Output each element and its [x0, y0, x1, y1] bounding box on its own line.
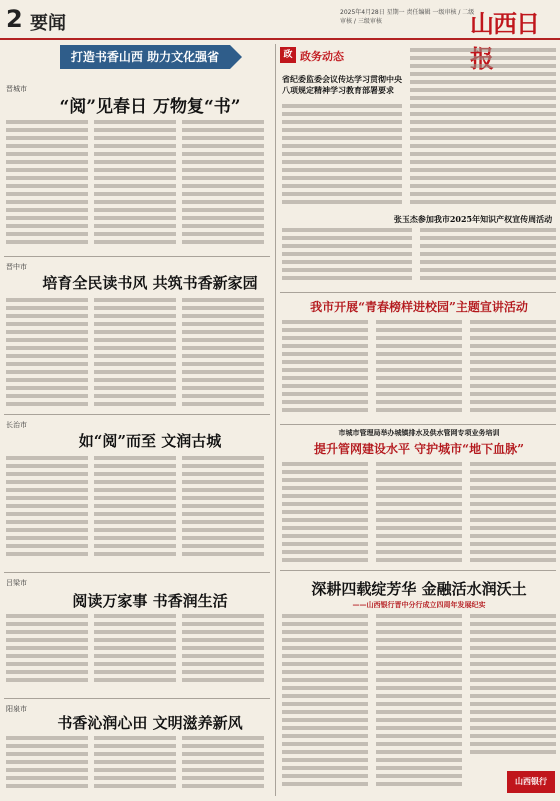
divider [280, 292, 556, 293]
article-body [6, 120, 88, 250]
politics-title: 政务动态 [300, 50, 344, 63]
section-name: 要闻 [30, 13, 66, 34]
issue-meta: 2025年4月28日 星期一 责任编辑 一级审核 / 二级审核 / 三级审核 [340, 9, 475, 25]
article-body [6, 298, 88, 410]
banner-arrow-icon [230, 45, 242, 69]
article-headline: 书香沁润心田 文明滋养新风 [57, 714, 243, 732]
article-body [282, 614, 368, 794]
article-body [282, 320, 368, 420]
article-body [182, 298, 264, 410]
column-divider [275, 44, 276, 796]
divider [280, 570, 556, 571]
article-body [94, 120, 176, 250]
article-headline: 省纪委监委会议传达学习贯彻中央八项规定精神学习教育部署要求 [282, 74, 402, 95]
bank-logo: 山西银行 [507, 771, 555, 793]
article-body [470, 614, 556, 764]
topic-banner: 打造书香山西 助力文化强省 [60, 45, 230, 69]
article-body [470, 320, 556, 420]
divider [280, 424, 556, 425]
article-body [94, 456, 176, 566]
divider [4, 698, 270, 699]
divider [4, 414, 270, 415]
divider [4, 572, 270, 573]
article-headline: 提升管网建设水平 守护城市“地下血脉” [314, 442, 524, 456]
article-headline: 如“阅”而至 文润古城 [78, 432, 222, 450]
region-label: 吕梁市 [6, 579, 27, 587]
region-label: 晋城市 [6, 85, 27, 93]
article-kicker: 市城市管理局举办城镇排水及供水管网专项业务培训 [338, 428, 500, 437]
article-body [282, 228, 412, 288]
politics-section-header [280, 45, 380, 65]
article-body [182, 456, 264, 566]
article-body [376, 320, 462, 420]
region-label: 长治市 [6, 421, 27, 429]
page-number: 2 [6, 5, 23, 33]
article-body [376, 462, 462, 566]
newspaper-logo: 山西日报 [470, 9, 539, 73]
article-headline: 我市开展“青春榜样进校园”主题宣讲活动 [310, 300, 528, 314]
article-body [6, 456, 88, 566]
article-body [282, 462, 368, 566]
article-headline: 培育全民读书风 共筑书香新家园 [42, 274, 258, 292]
article-body [182, 614, 264, 694]
article-body [182, 120, 264, 250]
divider [4, 256, 270, 257]
article-headline: 阅读万家事 书香润生活 [72, 592, 228, 610]
region-label: 阳泉市 [6, 705, 27, 713]
article-subheadline: ——山西银行晋中分行成立四周年发展纪实 [352, 600, 486, 609]
article-body [410, 48, 556, 212]
article-body [94, 736, 176, 794]
article-body [6, 736, 88, 794]
article-headline: 深耕四载绽芳华 金融活水润沃土 [311, 580, 527, 598]
article-body [282, 104, 402, 212]
article-body [420, 228, 556, 288]
article-body [470, 462, 556, 566]
article-headline: “阅”见春日 万物复“书” [59, 97, 241, 117]
article-body [6, 614, 88, 694]
article-headline: 张玉杰参加我市2025年知识产权宣传周活动 [393, 214, 553, 224]
article-body [94, 614, 176, 694]
region-label: 晋中市 [6, 263, 27, 271]
article-body [182, 736, 264, 794]
article-body [376, 614, 462, 794]
politics-icon: 政 [280, 47, 296, 63]
article-body [94, 298, 176, 410]
